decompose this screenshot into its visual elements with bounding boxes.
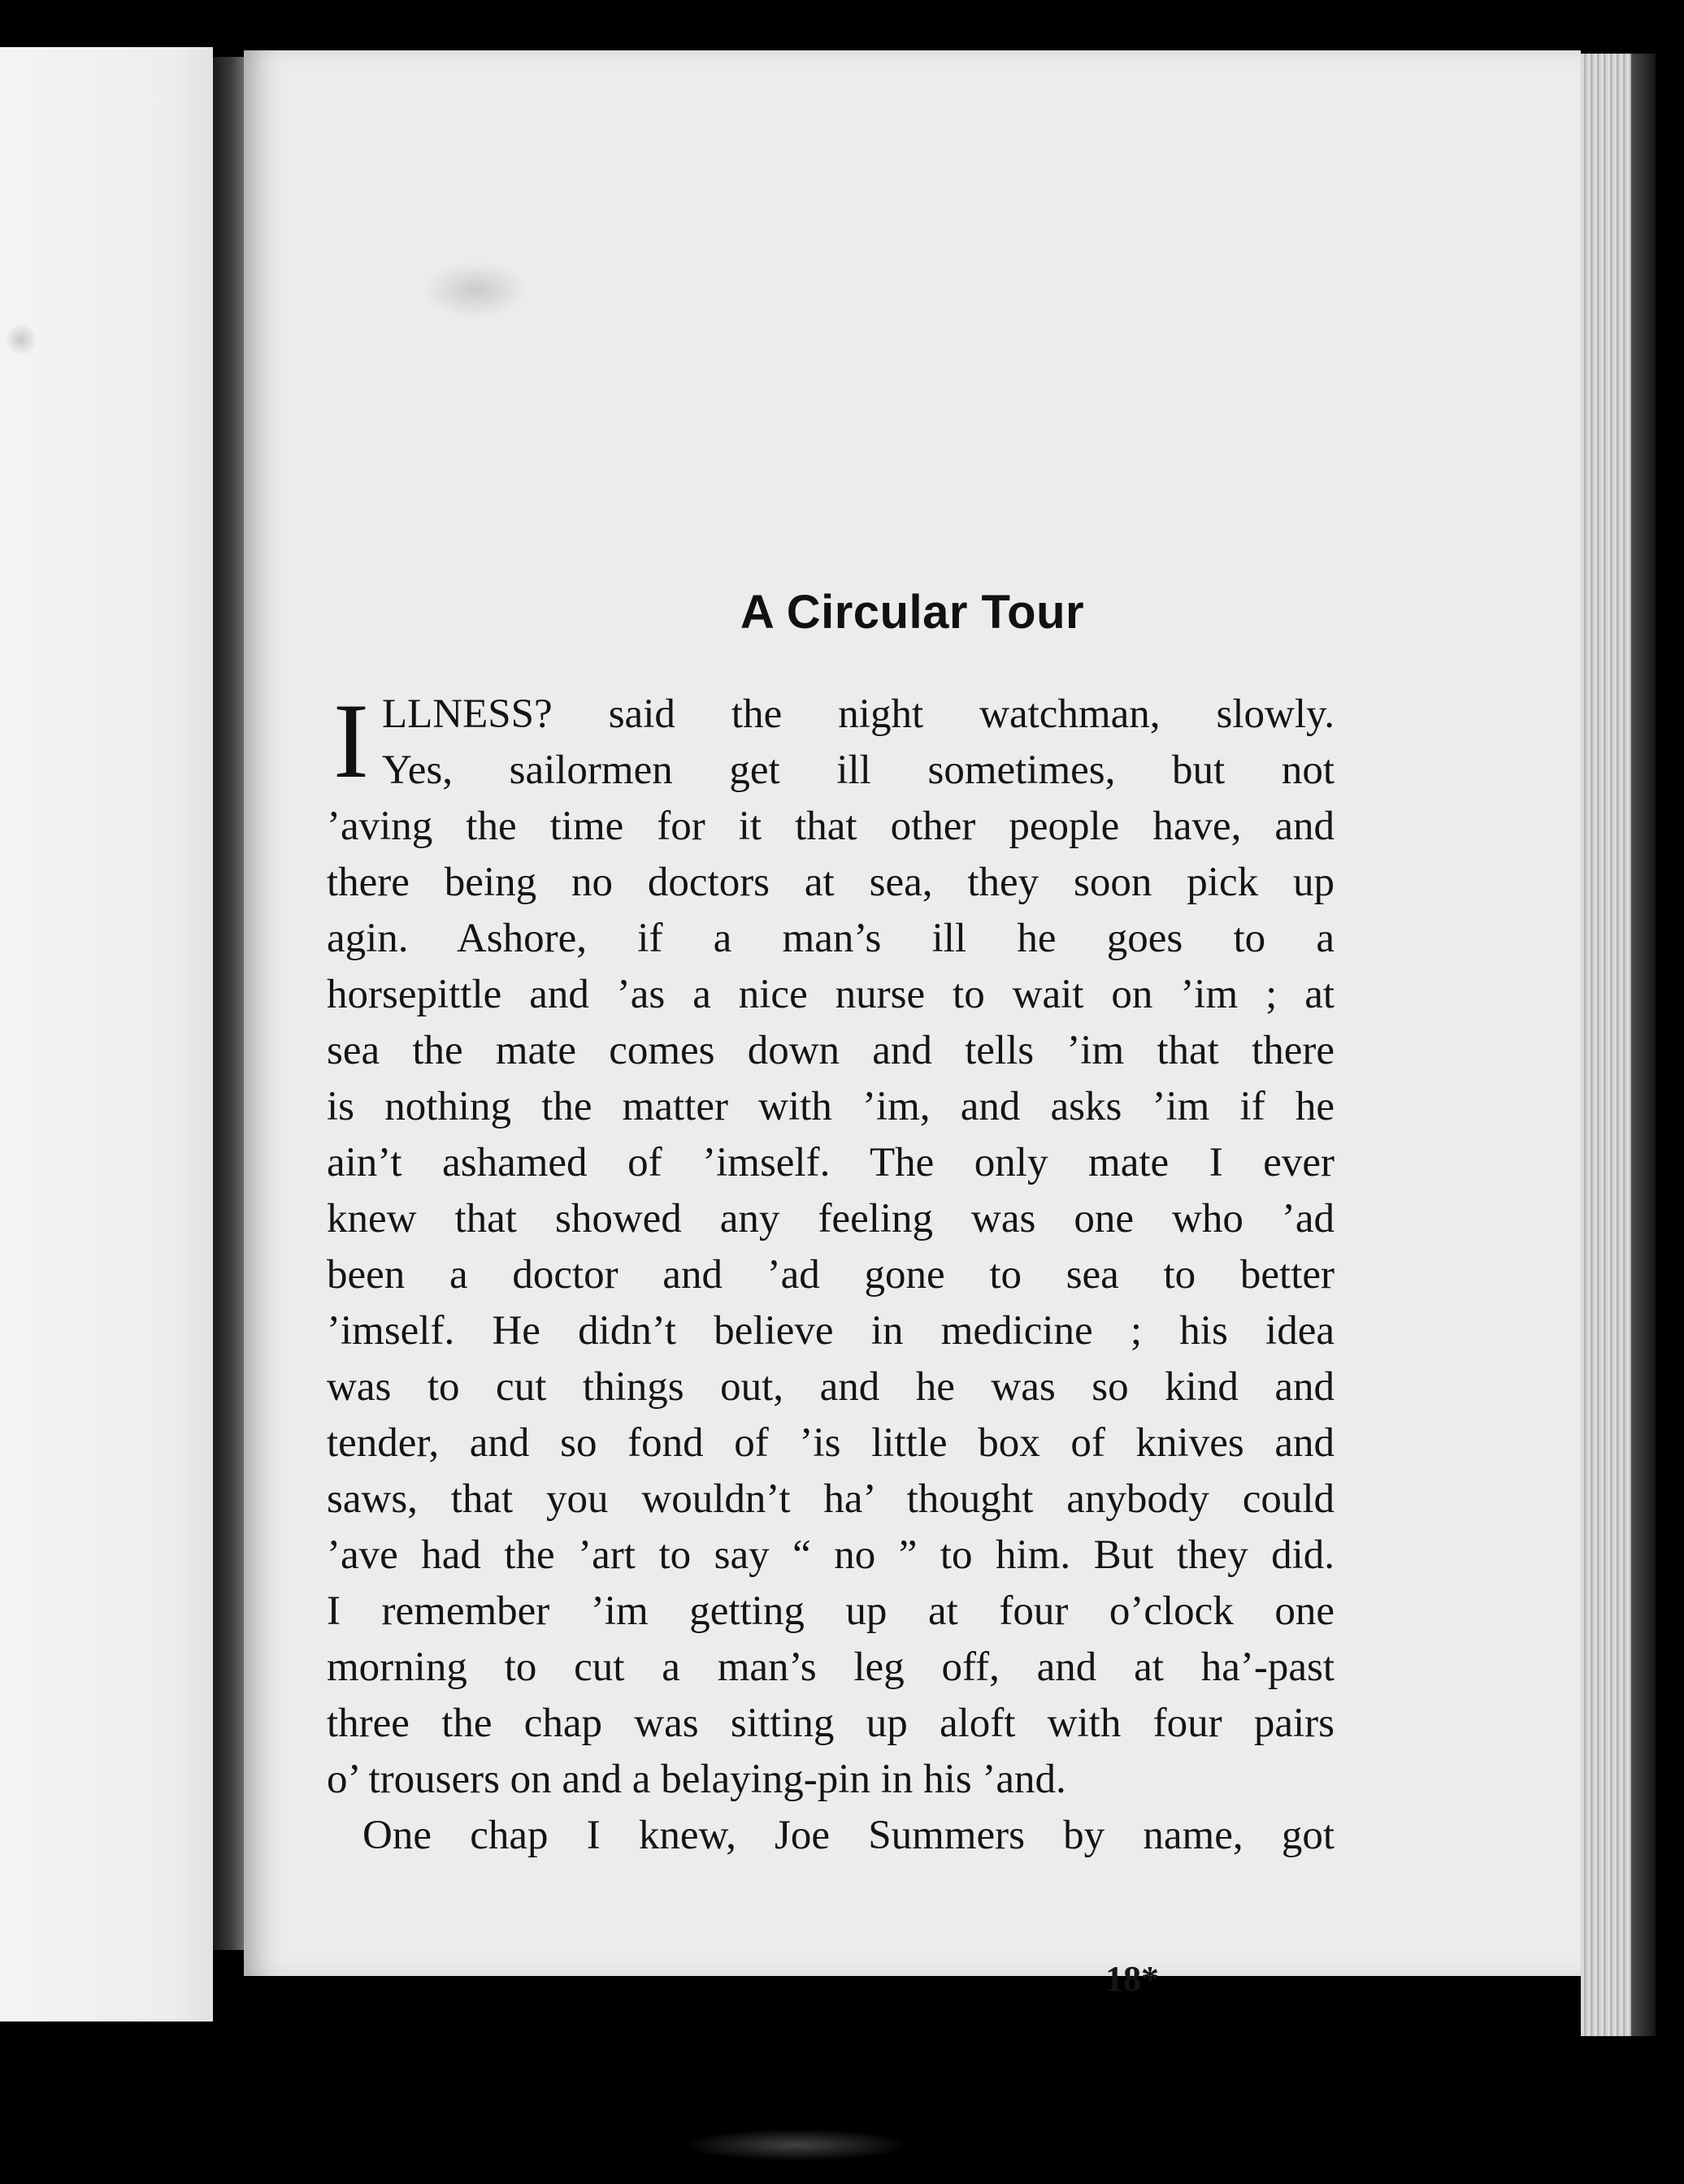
text-line: there being no doctors at sea, they soon pick up [327, 860, 1335, 905]
text-line: ain’t ashamed of ’imself. The only mate I ever [327, 1140, 1335, 1185]
page-smudge [423, 262, 528, 318]
text-line: ’ave had the ’art to say “ no ” to him. But they did. [327, 1532, 1335, 1578]
text-line: Yes, sailormen get ill sometimes, but not [382, 748, 1335, 793]
text-line: agin. Ashore, if a man’s ill he goes to a [327, 916, 1335, 961]
text-line: sea the mate comes down and tells ’im that there [327, 1028, 1335, 1073]
text-line: One chap I knew, Joe Summers by name, got [362, 1813, 1335, 1858]
text-line: LLNESS? said the night watchman, slowly. [382, 691, 1335, 737]
ink-speck [5, 323, 37, 356]
chapter-title: A Circular Tour [740, 586, 1085, 639]
text-line: three the chap was sitting up aloft with four pairs [327, 1701, 1335, 1746]
page-number: 18* [1105, 1959, 1159, 1999]
bleed-through [683, 2129, 910, 2161]
text-line: knew that showed any feeling was one who ’ad [327, 1196, 1335, 1242]
text-line: morning to cut a man’s leg off, and at ha’-past [327, 1644, 1335, 1690]
text-line: ’aving the time for it that other people have, and [327, 804, 1335, 849]
text-line: o’ trousers on and a belaying-pin in his ’and. [327, 1757, 1066, 1802]
text-line: saws, that you wouldn’t ha’ thought anybody could [327, 1476, 1335, 1522]
text-line: horsepittle and ’as a nice nurse to wait on ’im ; at [327, 972, 1335, 1017]
text-line: tender, and so fond of ’is little box of knives and [327, 1420, 1335, 1466]
drop-cap: I [333, 681, 369, 800]
text-line: is nothing the matter with ’im, and asks ’im if he [327, 1084, 1335, 1129]
page-fore-edge [1581, 54, 1631, 2036]
book-cover-edge [1631, 54, 1656, 2036]
text-line: I remember ’im getting up at four o’clock one [327, 1588, 1335, 1634]
body-text [327, 681, 1335, 1864]
text-line: ’imself. He didn’t believe in medicine ; his idea [327, 1308, 1335, 1354]
text-line: been a doctor and ’ad gone to sea to better [327, 1252, 1335, 1298]
left-page-edge [0, 47, 213, 2022]
text-line: was to cut things out, and he was so kind and [327, 1364, 1335, 1410]
